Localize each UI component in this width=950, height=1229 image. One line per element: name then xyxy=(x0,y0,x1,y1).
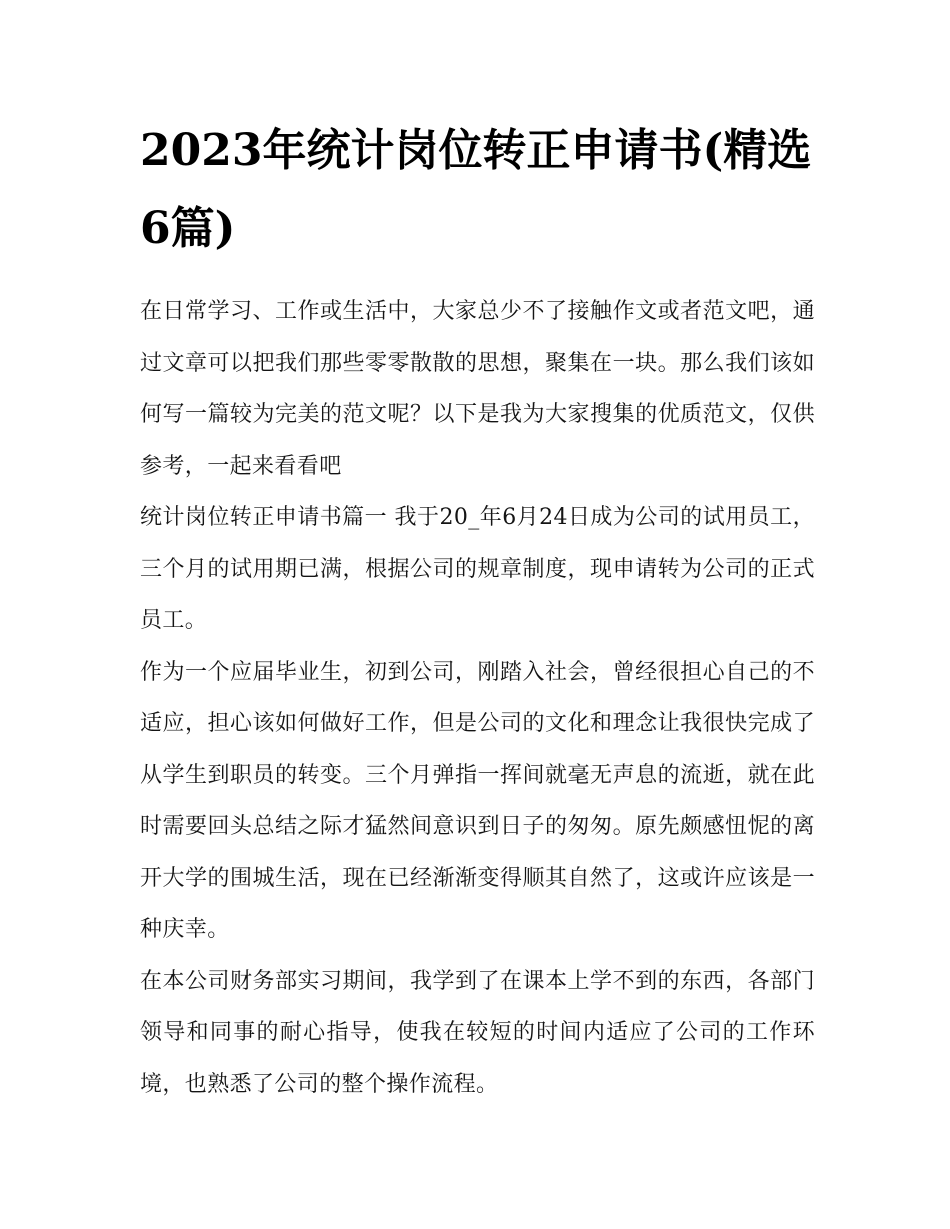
paragraph-adaptation: 作为一个应届毕业生，初到公司，刚踏入社会，曾经很担心自己的不适应，担心该如何做好工作，但是公司的文化和理念让我很快完成了从学生到职员的转变。三个月弹指一挥间就毫无声息的流逝，就在此时需要回头总结之际才猛然间意识到日子的匆匆。原先颇感忸怩的离开大学的围城生活，现在已经渐渐变得顺其自然了，这或许应该是一种庆幸。 xyxy=(140,659,815,942)
document-title: 2023年统计岗位转正申请书(精选6篇) xyxy=(140,125,812,254)
document-content xyxy=(140,112,815,1110)
paragraph-intro: 在日常学习、工作或生活中，大家总少不了接触作文或者范文吧，通过文章可以把我们那些零零散散的思想，聚集在一块。那么我们该如何写一篇较为完美的范文呢？以下是我为大家搜集的优质范文，仅供参考，一起来看看吧 xyxy=(140,299,815,479)
paragraph-application: 统计岗位转正申请书篇一 我于20_年6月24日成为公司的试用员工，三个月的试用期已满，根据公司的规章制度，现申请转为公司的正式员工。 xyxy=(140,505,815,633)
paragraph-internship: 在本公司财务部实习期间，我学到了在课本上学不到的东西，各部门领导和同事的耐心指导，使我在较短的时间内适应了公司的工作环境，也熟悉了公司的整个操作流程。 xyxy=(140,968,815,1097)
